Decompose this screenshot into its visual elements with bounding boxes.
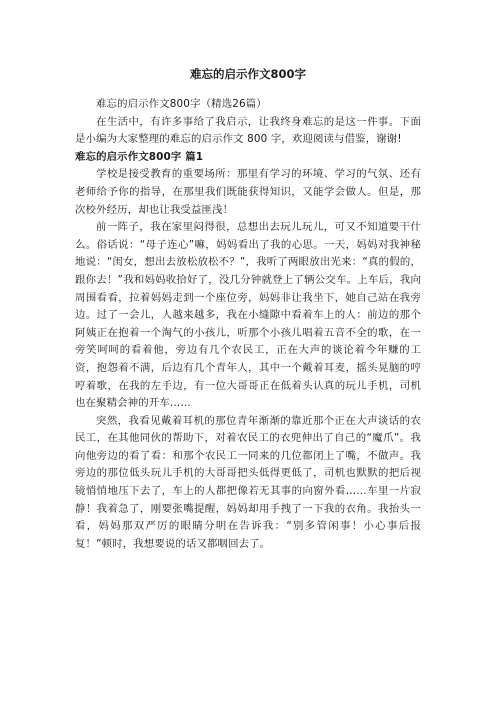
document-body	[75, 96, 421, 553]
body-paragraph: 学校是接受教育的重要场所：那里有学习的环境、学习的气氛、还有老师给予你的指导，在那里我们既能获得知识，又能学会做人。但是，那次校外经历，却也让我受益匪浅！	[75, 168, 421, 216]
intro-paragraph: 在生活中，有许多事给了我启示，让我终身难忘的是这一件事。下面是小编为大家整理的难忘的启示作文 800 字，欢迎阅读与借鉴，谢谢!	[75, 115, 421, 146]
subtitle-paragraph: 难忘的启示作文800字（精选26篇）	[96, 98, 267, 110]
body-paragraph: 前一阵子，我在家里闷得很，总想出去玩儿玩儿，可又不知道要干什么。俗话说：“母子连心”嘛，妈妈看出了我的心思。一天，妈妈对我神秘地说：“闺女，想出去放松放松不？”，我听了两眼放出光来：“真的假的，跟你去！”我和妈妈收拾好了，没几分钟就登上了辆公交车。上车后，我向周围看看，拉着妈妈走到一个座位旁，妈妈非让我坐下，她自己站在我旁边。过了一会儿，人越来越多，我在小缝隙中看着车上的人：前边的那个阿姨正在抱着一个淘气的小孩儿，听那个小孩儿唱着五音不全的歌，在一旁笑呵呵的看着他，旁边有几个农民工，正在大声的谈论着今年赚的工资，抱怨着不满，后边有几个青年人，其中一个戴着耳麦，摇头晃脑的哼哼着歌，在我的左手边，有一位大哥哥正在低着头认真的玩儿手机，司机也在聚精会神的开车……	[75, 221, 421, 410]
section-heading: 难忘的启示作文800字 篇1	[75, 150, 204, 163]
document-title: 难忘的启示作文800字	[189, 67, 306, 81]
body-paragraph: 突然，我看见戴着耳机的那位青年渐渐的靠近那个正在大声谈话的农民工，在其他同伙的帮助下，对着农民工的衣兜伸出了自己的“魔爪”。我向他旁边的看了看：和那个农民工一同来的几位都闭上了嘴，不做声。我旁边的那位低头玩儿手机的大哥哥把头低得更低了，司机也默默的把后视镜悄悄地压下去了，车上的人都把像若无其事的向窗外看……车里一片寂静！我着急了，刚要张嘴提醒，妈妈却用手拽了一下我的衣角。我抬头一看，妈妈那双严厉的眼睛分明在告诉我：“别多管闲事！小心事后报复！”顿时，我想要说的话又都咽回去了。	[75, 414, 421, 550]
